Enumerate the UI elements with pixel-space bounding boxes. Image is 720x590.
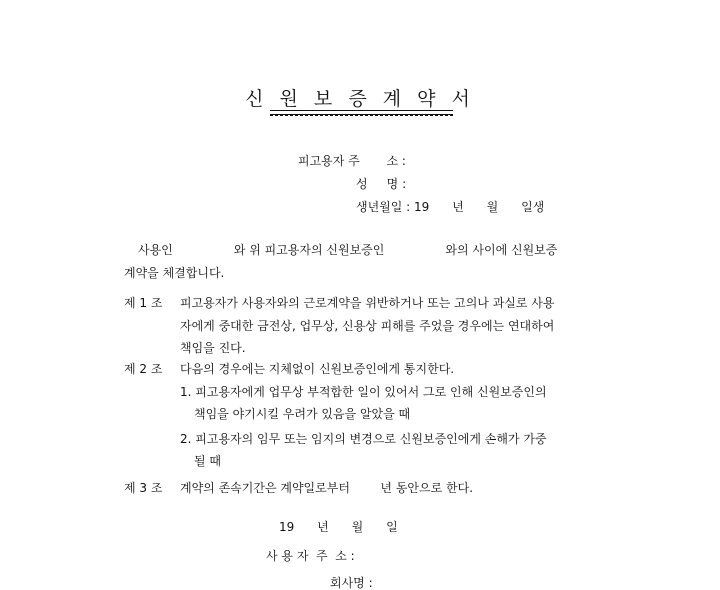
- employee-birthdate-label: 생년월일 : 19 년 월 일생: [356, 200, 545, 214]
- article-3-label: 제 3 조: [124, 481, 163, 495]
- article-2-label: 제 2 조: [124, 362, 163, 376]
- article-2-item-1-line-1: 1. 피고용자에게 업무상 부적합한 일이 있어서 그로 인해 신원보증인의: [180, 385, 547, 399]
- intro-line-1: 사용인 와 위 피고용자의 신원보증인 와의 사이에 신원보증: [138, 243, 558, 257]
- article-3-line-1: 계약의 존속기간은 계약일로부터 년 동안으로 한다.: [180, 481, 474, 495]
- article-1-line-3: 책임을 진다.: [180, 341, 246, 355]
- article-1-line-1: 피고용자가 사용자와의 근로계약을 위반하거나 또는 고의나 과실로 사용: [180, 296, 555, 310]
- employee-address-label: 피고용자 주 소 :: [298, 154, 406, 168]
- article-1-label: 제 1 조: [124, 296, 163, 310]
- company-name-label: 회사명 :: [330, 576, 373, 590]
- article-2-item-2-line-1: 2. 피고용자의 임무 또는 임지의 변경으로 신원보증인에게 손해가 가중: [180, 432, 547, 446]
- document-title: 신 원 보 증 계 약 서: [245, 88, 475, 110]
- article-2-item-1-line-2: 책임을 야기시킬 우려가 있음을 알았을 때: [194, 407, 411, 421]
- article-2-item-2-line-2: 될 때: [194, 454, 221, 468]
- intro-line-2: 계약을 체결합니다.: [124, 266, 225, 280]
- title-dashed-underline: [270, 115, 453, 117]
- article-2-line-1: 다음의 경우에는 지체없이 신원보증인에게 통지한다.: [180, 362, 455, 376]
- signature-date: 19 년 월 일: [279, 520, 398, 534]
- employer-address-label: 사 용 자 주 소 :: [266, 549, 355, 563]
- employee-name-label: 성 명 :: [356, 177, 407, 191]
- article-1-line-2: 자에게 중대한 금전상, 업무상, 신용상 피해를 주었을 경우에는 연대하여: [180, 319, 555, 333]
